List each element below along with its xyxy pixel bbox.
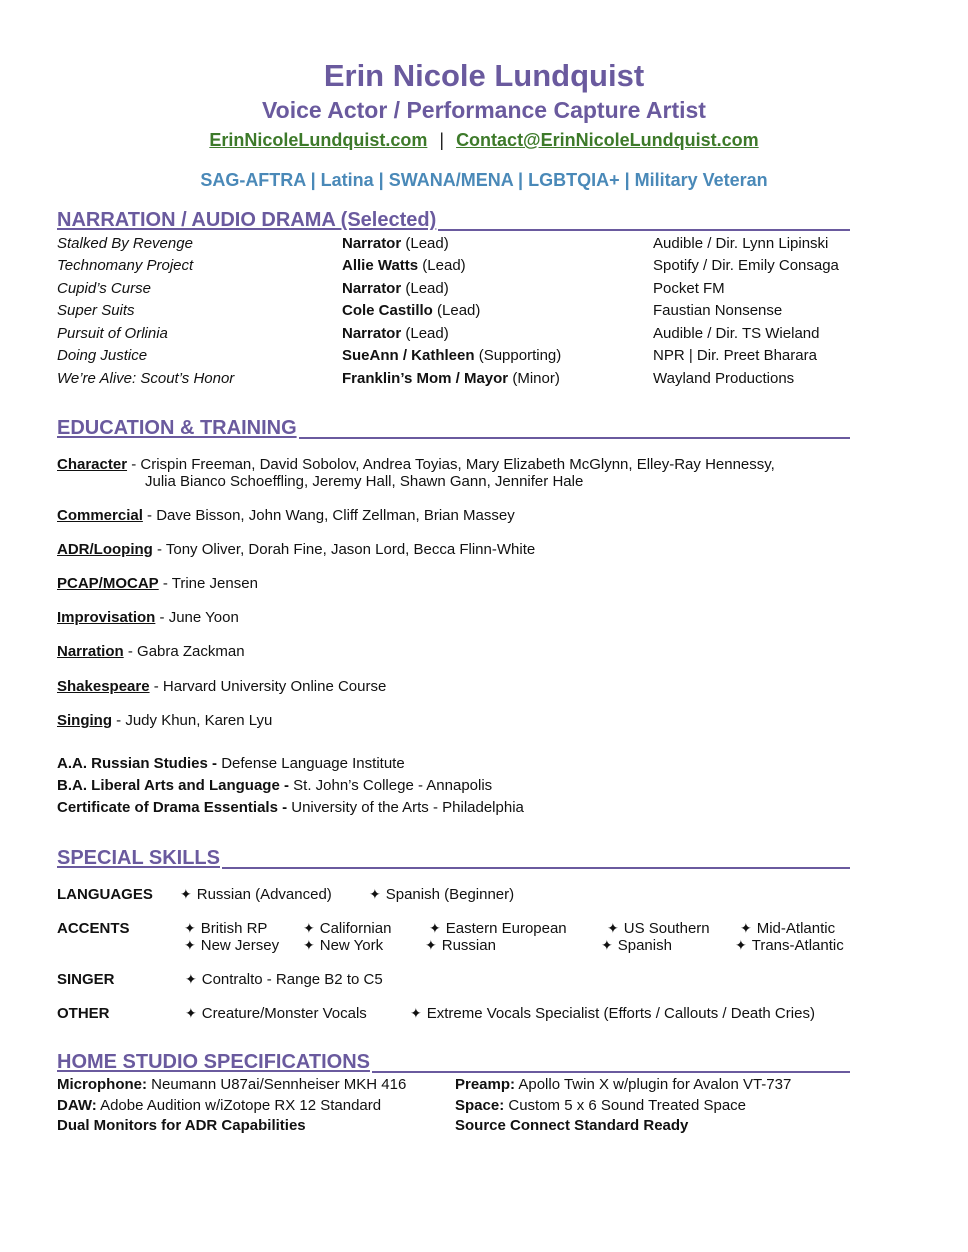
credit-role: Narrator (Lead) xyxy=(342,280,449,297)
star-icon: ✦ xyxy=(185,971,197,987)
link-separator: | xyxy=(439,130,445,150)
training-item: Shakespeare - Harvard University Online Course xyxy=(57,678,387,695)
training-category: Narration xyxy=(57,643,124,660)
singer-label: SINGER xyxy=(57,971,115,988)
training-item: Narration - Gabra Zackman xyxy=(57,643,245,660)
training-teachers: Gabra Zackman xyxy=(137,643,245,660)
skill-item: ✦ Spanish (Beginner) xyxy=(369,886,515,903)
credit-role: SueAnn / Kathleen (Supporting) xyxy=(342,347,562,364)
skill-item: ✦ Eastern European xyxy=(429,920,567,937)
star-icon: ✦ xyxy=(303,937,315,953)
star-icon: ✦ xyxy=(425,937,437,953)
credit-title: Pursuit of Orlinia xyxy=(57,325,168,342)
training-teachers: June Yoon xyxy=(168,609,239,626)
skill-item: ✦ Russian (Advanced) xyxy=(180,886,332,903)
credit-row xyxy=(57,280,857,302)
training-item: Singing - Judy Khun, Karen Lyu xyxy=(57,712,273,729)
degree-name: A.A. Russian Studies - xyxy=(57,755,218,772)
skill-item: ✦ New Jersey xyxy=(184,937,280,954)
degree-item xyxy=(57,777,492,794)
credit-title: Super Suits xyxy=(57,302,135,319)
credit-role: Cole Castillo (Lead) xyxy=(342,302,481,319)
credit-row xyxy=(57,257,857,279)
star-icon: ✦ xyxy=(410,1005,422,1021)
star-icon: ✦ xyxy=(740,920,752,936)
credit-row xyxy=(57,347,857,369)
training-teachers: Judy Khun, Karen Lyu xyxy=(125,712,273,729)
training-item: Character - Crispin Freeman, David Sobolov, Andrea Toyias, Mary Elizabeth McGlynn, Elley-Ray Hennessy, Julia Bianco Schoeffling, Jeremy Hall, Shawn Gann, Jennifer Hale xyxy=(57,456,775,490)
star-icon: ✦ xyxy=(429,920,441,936)
credit-role: Franklin’s Mom / Mayor (Minor) xyxy=(342,370,560,387)
skill-item: ✦ British RP xyxy=(184,920,268,937)
skill-item: ✦ Creature/Monster Vocals xyxy=(185,1005,367,1022)
daw-spec: DAW: Adobe Audition w/iZotope RX 12 Standard xyxy=(57,1097,382,1114)
email-link[interactable]: Contact@ErinNicoleLundquist.com xyxy=(456,130,759,150)
training-category: PCAP/MOCAP xyxy=(57,575,159,592)
degree-name: B.A. Liberal Arts and Language - xyxy=(57,777,289,794)
credit-title: Cupid’s Curse xyxy=(57,280,151,297)
degree-item xyxy=(57,799,524,816)
star-icon: ✦ xyxy=(607,920,619,936)
education-heading-text: EDUCATION & TRAINING xyxy=(57,417,297,439)
credit-production: Audible / Dir. Lynn Lipinski xyxy=(653,235,829,252)
skill-item: ✦ Trans-Atlantic xyxy=(735,937,844,954)
training-category: Singing xyxy=(57,712,112,729)
credit-production: Wayland Productions xyxy=(653,370,795,387)
training-item: ADR/Looping - Tony Oliver, Dorah Fine, Jason Lord, Becca Flinn-White xyxy=(57,541,536,558)
credit-production: Faustian Nonsense xyxy=(653,302,783,319)
website-link[interactable]: ErinNicoleLundquist.com xyxy=(209,130,428,150)
training-item: Improvisation - June Yoon xyxy=(57,609,239,626)
studio-heading xyxy=(57,1049,850,1073)
credit-title: Doing Justice xyxy=(57,347,148,364)
training-category: Improvisation xyxy=(57,609,156,626)
star-icon: ✦ xyxy=(185,1005,197,1021)
degree-school: Defense Language Institute xyxy=(217,755,405,772)
star-icon: ✦ xyxy=(180,886,192,902)
training-teachers: Crispin Freeman, David Sobolov, Andrea Toyias, Mary Elizabeth McGlynn, Elley-Ray Hennessy, xyxy=(140,456,775,473)
actor-name: Erin Nicole Lundquist xyxy=(323,58,645,93)
training-item: PCAP/MOCAP - Trine Jensen xyxy=(57,575,258,592)
skill-item: ✦ US Southern xyxy=(607,920,710,937)
skill-item: ✦ Spanish xyxy=(601,937,672,954)
degree-school: St. John’s College - Annapolis xyxy=(288,777,493,794)
training-teachers: Dave Bisson, John Wang, Cliff Zellman, Brian Massey xyxy=(156,507,515,524)
credit-production: NPR | Dir. Preet Bharara xyxy=(653,347,817,364)
credit-title: We’re Alive: Scout’s Honor xyxy=(57,370,235,387)
preamp-spec: Preamp: Apollo Twin X w/plugin for Avalon VT-737 xyxy=(455,1076,792,1093)
monitors-spec: Dual Monitors for ADR Capabilities xyxy=(57,1117,306,1134)
training-item: Commercial - Dave Bisson, John Wang, Cliff Zellman, Brian Massey xyxy=(57,507,515,524)
credit-row xyxy=(57,325,857,347)
credit-title: Technomany Project xyxy=(57,257,194,274)
training-category: Shakespeare xyxy=(57,678,150,695)
credit-role: Narrator (Lead) xyxy=(342,325,449,342)
actor-subtitle: Voice Actor / Performance Capture Artist xyxy=(262,97,706,123)
credit-production: Spotify / Dir. Emily Consaga xyxy=(653,257,839,274)
education-heading xyxy=(57,415,850,439)
star-icon: ✦ xyxy=(369,886,381,902)
affiliations: SAG-AFTRA | Latina | SWANA/MENA | LGBTQIA+ | Military Veteran xyxy=(200,170,768,190)
star-icon: ✦ xyxy=(184,920,196,936)
skill-item: ✦ Californian xyxy=(303,920,392,937)
skills-heading-text: SPECIAL SKILLS xyxy=(57,847,220,869)
narration-heading xyxy=(57,207,850,231)
credit-role: Narrator (Lead) xyxy=(342,235,449,252)
languages-label: LANGUAGES xyxy=(57,886,153,903)
credit-production: Audible / Dir. TS Wieland xyxy=(653,325,820,342)
contact-links xyxy=(0,130,968,151)
credit-role: Allie Watts (Lead) xyxy=(342,257,466,274)
training-teachers: Harvard University Online Course xyxy=(162,678,387,695)
skill-item: ✦ New York xyxy=(303,937,384,954)
training-category: ADR/Looping xyxy=(57,541,153,558)
training-category: Character xyxy=(57,456,128,473)
skill-item: ✦ Mid-Atlantic xyxy=(740,920,836,937)
star-icon: ✦ xyxy=(303,920,315,936)
training-teachers-cont: Julia Bianco Schoeffling, Jeremy Hall, Shawn Gann, Jennifer Hale xyxy=(145,473,584,490)
skills-heading xyxy=(57,845,850,869)
training-category: Commercial xyxy=(57,507,143,524)
credit-row xyxy=(57,370,857,392)
skill-item: ✦ Russian xyxy=(425,937,496,954)
source-connect-spec: Source Connect Standard Ready xyxy=(455,1117,689,1134)
credit-row xyxy=(57,302,857,324)
training-teachers: Trine Jensen xyxy=(171,575,258,592)
other-label: OTHER xyxy=(57,1005,110,1022)
accents-label: ACCENTS xyxy=(57,920,130,937)
microphone-spec: Microphone: Neumann U87ai/Sennheiser MKH 416 xyxy=(57,1076,407,1093)
credit-row xyxy=(57,235,857,257)
star-icon: ✦ xyxy=(735,937,747,953)
skill-item: ✦ Contralto - Range B2 to C5 xyxy=(185,971,383,988)
skill-item: ✦ Extreme Vocals Specialist (Efforts / Callouts / Death Cries) xyxy=(410,1005,815,1022)
degree-item xyxy=(57,755,405,772)
narration-heading-text: NARRATION / AUDIO DRAMA (Selected) xyxy=(57,209,437,231)
space-spec: Space: Custom 5 x 6 Sound Treated Space xyxy=(455,1097,747,1114)
studio-heading-text: HOME STUDIO SPECIFICATIONS xyxy=(57,1051,370,1073)
star-icon: ✦ xyxy=(601,937,613,953)
degree-school: University of the Arts - Philadelphia xyxy=(287,799,524,816)
credit-title: Stalked By Revenge xyxy=(57,235,193,252)
degree-name: Certificate of Drama Essentials - xyxy=(57,799,288,816)
training-teachers: Tony Oliver, Dorah Fine, Jason Lord, Becca Flinn-White xyxy=(165,541,536,558)
credit-production: Pocket FM xyxy=(653,280,725,297)
star-icon: ✦ xyxy=(184,937,196,953)
